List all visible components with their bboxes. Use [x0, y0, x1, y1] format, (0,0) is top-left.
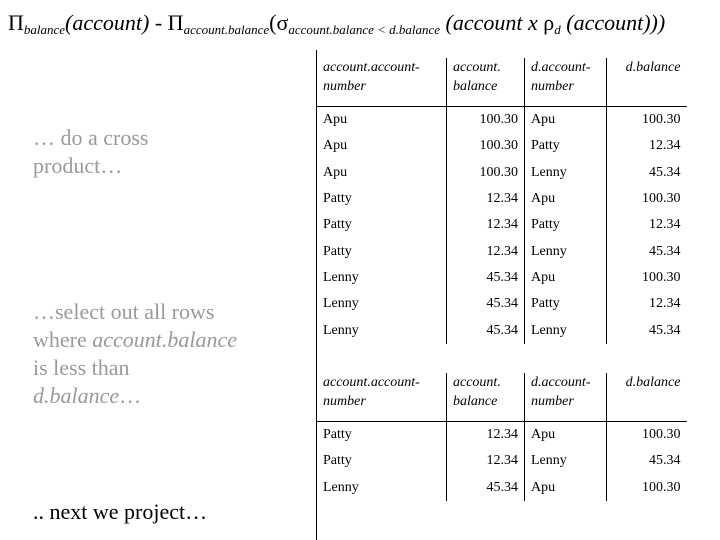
table-cell: 100.30: [447, 107, 525, 134]
expression-part: (: [269, 10, 277, 35]
note-line: product…: [33, 153, 123, 178]
table-cell: Apu: [525, 186, 607, 212]
table-cell: 45.34: [447, 475, 525, 501]
table-row: [317, 291, 687, 317]
table-cell: Patty: [317, 238, 447, 264]
header-account-number: account.account- number: [317, 58, 447, 107]
selection-subscript: account.balance < d.balance: [288, 22, 441, 37]
table-row: [317, 107, 687, 134]
table-cell: Patty: [317, 448, 447, 474]
table-row: [317, 448, 687, 474]
table-cell: 100.30: [607, 475, 687, 501]
select-note: [33, 298, 237, 410]
table-cell: Patty: [525, 212, 607, 238]
table-cell: 12.34: [447, 212, 525, 238]
pi-symbol: Π: [8, 10, 24, 35]
table-cell: Patty: [317, 422, 447, 449]
rename-subscript: d: [554, 22, 561, 37]
table-row: [317, 186, 687, 212]
table-cell: Patty: [317, 212, 447, 238]
cross-product-table: [316, 58, 687, 344]
projection-subscript: account.balance: [183, 22, 270, 37]
header-row: [317, 58, 687, 107]
table-cell: Lenny: [525, 238, 607, 264]
table-row: [317, 317, 687, 343]
table-cell: 45.34: [607, 238, 687, 264]
table-cell: Lenny: [317, 291, 447, 317]
selection-table: [316, 373, 687, 501]
table-cell: Apu: [317, 133, 447, 159]
table-cell: 12.34: [447, 186, 525, 212]
table-cell: Lenny: [317, 265, 447, 291]
table-cell: 100.30: [447, 133, 525, 159]
table-cell: Patty: [317, 186, 447, 212]
table-cell: Lenny: [317, 317, 447, 343]
table-cell: 100.30: [607, 186, 687, 212]
table-cell: Apu: [525, 107, 607, 134]
expression-part: (account))): [560, 10, 666, 35]
pi-symbol: Π: [167, 10, 184, 35]
expression-part: (account) -: [65, 10, 168, 35]
table-cell: 45.34: [607, 160, 687, 186]
table-row: [317, 238, 687, 264]
table-cell: 45.34: [607, 448, 687, 474]
table-cell: 12.34: [447, 448, 525, 474]
rho-symbol: ρ: [543, 10, 555, 35]
table-row: [317, 265, 687, 291]
sigma-symbol: σ: [276, 10, 289, 35]
header-d-account-number: d.account- number: [525, 373, 607, 422]
table-row: [317, 422, 687, 449]
relational-algebra-expression: [8, 10, 665, 38]
table-row: [317, 133, 687, 159]
table-cell: Apu: [525, 475, 607, 501]
note-line: …select out all rows: [33, 299, 215, 324]
table-cell: 100.30: [607, 422, 687, 449]
table-cell: 45.34: [447, 317, 525, 343]
note-line: d.balance…: [33, 383, 142, 408]
header-account-balance: account. balance: [447, 373, 525, 422]
expression-part: (account x: [440, 10, 544, 35]
note-line: is less than: [33, 355, 130, 380]
note-line: … do a cross: [33, 125, 149, 150]
header-d-account-number: d.account- number: [525, 58, 607, 107]
table-cell: 45.34: [607, 317, 687, 343]
table-row: [317, 475, 687, 501]
table-cell: 12.34: [607, 133, 687, 159]
table-cell: Apu: [317, 160, 447, 186]
cross-product-note: [33, 124, 148, 180]
table-cell: 12.34: [447, 238, 525, 264]
table-cell: Lenny: [525, 317, 607, 343]
table-cell: 12.34: [607, 291, 687, 317]
header-d-balance: d.balance: [607, 373, 687, 422]
table-cell: Apu: [317, 107, 447, 134]
project-note: .. next we project…: [33, 499, 208, 524]
table-cell: Patty: [525, 291, 607, 317]
table-row: [317, 212, 687, 238]
header-row: [317, 373, 687, 422]
table-row: [317, 160, 687, 186]
table-cell: 100.30: [607, 107, 687, 134]
note-line: where account.balance: [33, 327, 238, 352]
table-cell: 12.34: [447, 422, 525, 449]
table-cell: 12.34: [607, 212, 687, 238]
header-account-balance: account. balance: [447, 58, 525, 107]
table-cell: 100.30: [607, 265, 687, 291]
table-cell: Lenny: [525, 448, 607, 474]
table-cell: 45.34: [447, 265, 525, 291]
header-d-balance: d.balance: [607, 58, 687, 107]
table-cell: 45.34: [447, 291, 525, 317]
table-cell: Apu: [525, 265, 607, 291]
table-cell: Patty: [525, 133, 607, 159]
projection-subscript: balance: [23, 22, 66, 37]
table-cell: Apu: [525, 422, 607, 449]
table-cell: Lenny: [525, 160, 607, 186]
table-cell: Lenny: [317, 475, 447, 501]
header-account-number: account.account- number: [317, 373, 447, 422]
table-cell: 100.30: [447, 160, 525, 186]
